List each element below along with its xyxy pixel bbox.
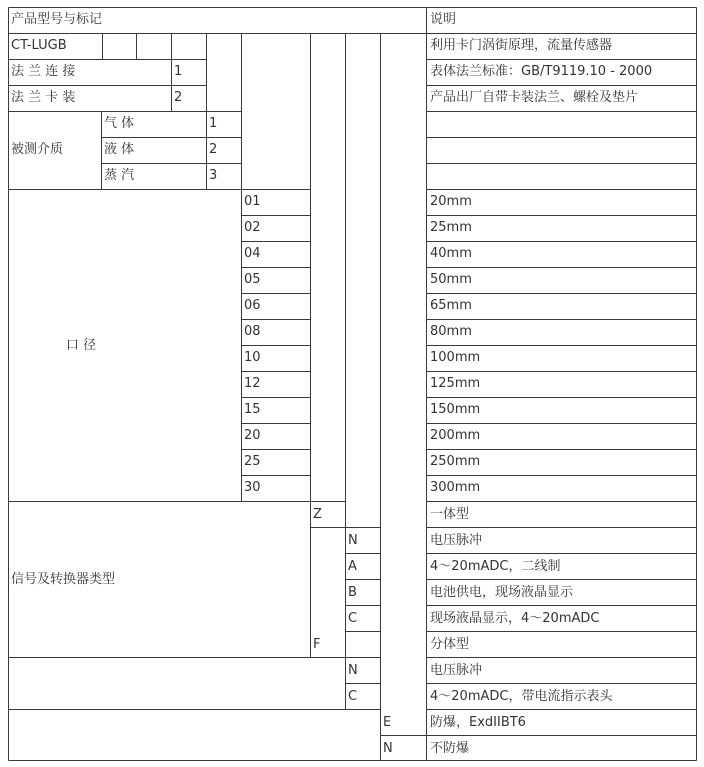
diameter-description: 20mm	[430, 194, 472, 209]
medium-steam-label: 蒸 汽	[104, 168, 135, 183]
diameter-code: 30	[244, 480, 261, 495]
signal-split-c-code: C	[348, 689, 358, 704]
diameter-description: 100mm	[430, 350, 481, 365]
signal-integrated-n-description: 电压脉冲	[430, 533, 483, 548]
diameter-code: 04	[244, 246, 261, 261]
signal-integrated-c-description: 现场液晶显示，4～20mADC	[430, 611, 600, 626]
signal-integrated-a-code: A	[348, 559, 357, 574]
signal-split-description: 分体型	[430, 637, 470, 652]
signal-integrated-n-code: N	[348, 533, 358, 548]
medium-steam-code: 3	[209, 168, 218, 183]
explosion-n-code: N	[383, 741, 393, 756]
diameter-code: 20	[244, 428, 261, 443]
diameter-code: 06	[244, 298, 261, 313]
connection-clamp-label: 法 兰 卡 装	[11, 90, 76, 105]
signal-integrated-code: Z	[313, 507, 322, 522]
diameter-description: 25mm	[430, 220, 472, 235]
diameter-code: 08	[244, 324, 261, 339]
diameter-code: 12	[244, 376, 261, 391]
signal-split-n-description: 电压脉冲	[430, 663, 483, 678]
diameter-description: 50mm	[430, 272, 472, 287]
signal-integrated-b-code: B	[348, 585, 357, 600]
connection-flange-label: 法 兰 连 接	[11, 64, 76, 79]
diameter-description: 300mm	[430, 480, 481, 495]
medium-liquid-label: 液 体	[104, 142, 135, 157]
diameter-code: 25	[244, 454, 261, 469]
medium-label: 被测介质	[11, 142, 64, 157]
medium-gas-label: 气 体	[104, 116, 135, 131]
header-model-marking: 产品型号与标记	[11, 12, 103, 27]
signal-split-n-code: N	[348, 663, 358, 678]
signal-integrated-c-code: C	[348, 611, 358, 626]
signal-integrated-description: 一体型	[430, 507, 470, 522]
signal-split-c-description: 4～20mADC，带电流指示表头	[430, 689, 613, 704]
connection-flange-code: 1	[174, 64, 183, 79]
diameter-description: 150mm	[430, 402, 481, 417]
diameter-code: 15	[244, 402, 261, 417]
diameter-description: 250mm	[430, 454, 481, 469]
explosion-e-description: 防爆，ExdIIBT6	[430, 715, 526, 730]
signal-split-code: F	[313, 637, 321, 652]
signal-label: 信号及转换器类型	[11, 572, 116, 587]
diameter-description: 40mm	[430, 246, 472, 261]
base-model-description: 利用卡门涡街原理，流量传感器	[430, 38, 613, 53]
diameter-description: 125mm	[430, 376, 481, 391]
explosion-e-code: E	[383, 715, 392, 730]
header-description: 说明	[430, 12, 457, 27]
diameter-code: 02	[244, 220, 261, 235]
signal-integrated-a-description: 4～20mADC，二线制	[430, 559, 561, 574]
explosion-n-description: 不防爆	[430, 741, 470, 756]
diameter-code: 05	[244, 272, 261, 287]
diameter-code: 01	[244, 194, 261, 209]
signal-integrated-b-description: 电池供电，现场液晶显示	[430, 585, 574, 600]
connection-clamp-code: 2	[174, 90, 183, 105]
base-model-code: CT-LUGB	[11, 38, 67, 53]
diameter-description: 65mm	[430, 298, 472, 313]
diameter-description: 200mm	[430, 428, 481, 443]
connection-flange-description: 表体法兰标准：GB/T9119.10 - 2000	[430, 64, 653, 79]
connection-clamp-description: 产品出厂自带卡装法兰、螺栓及垫片	[430, 90, 639, 105]
medium-gas-code: 1	[209, 116, 218, 131]
medium-liquid-code: 2	[209, 142, 218, 157]
diameter-description: 80mm	[430, 324, 472, 339]
diameter-label: 口 径	[66, 338, 97, 353]
diameter-code: 10	[244, 350, 261, 365]
